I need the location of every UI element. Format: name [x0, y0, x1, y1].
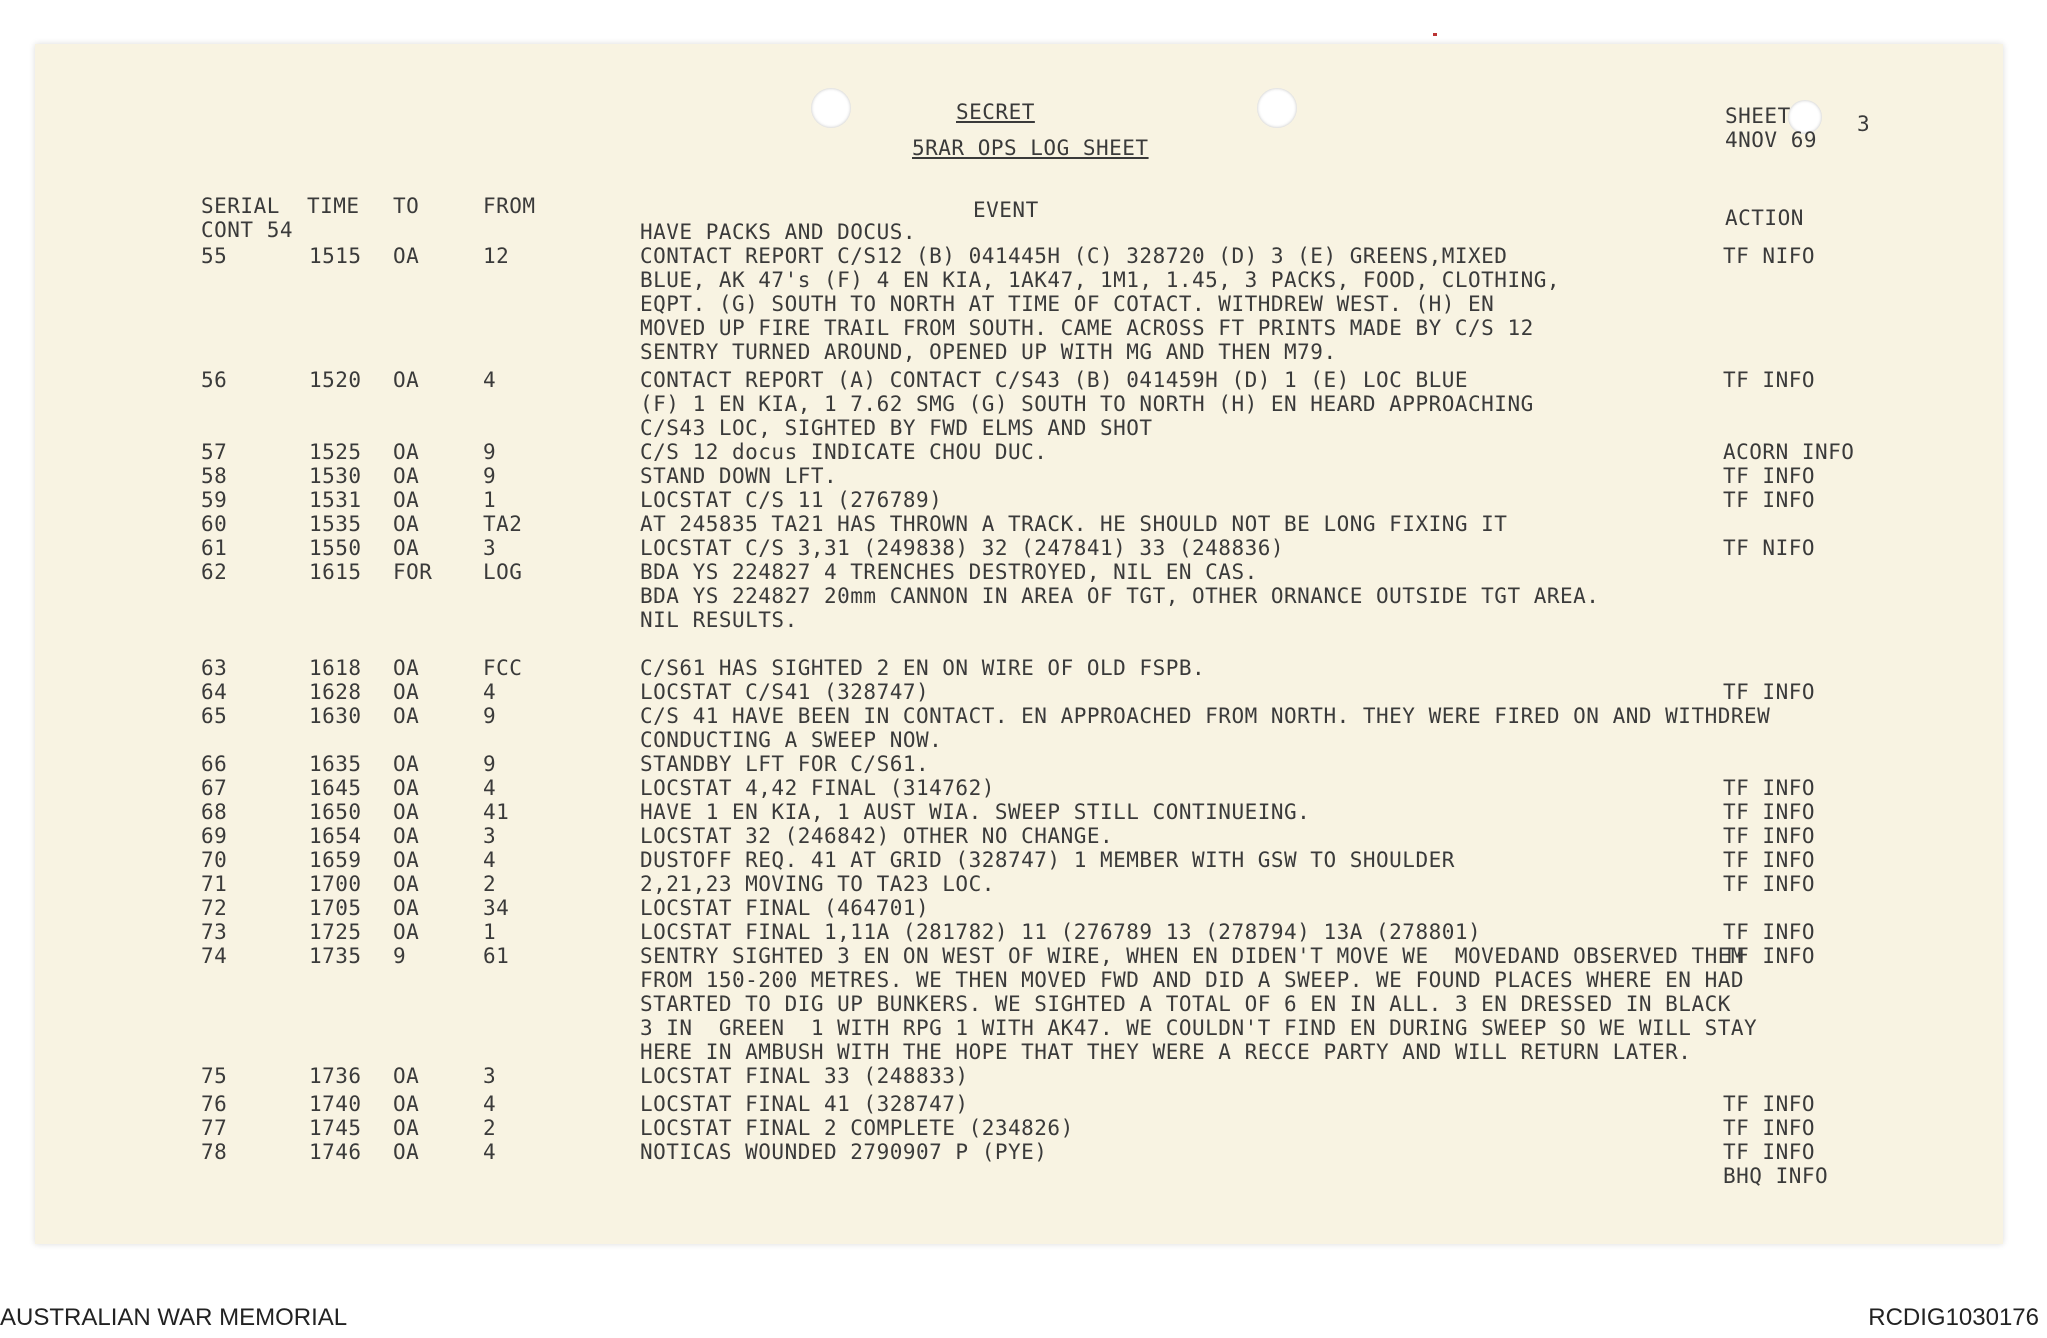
log-event: DUSTOFF REQ. 41 AT GRID (328747) 1 MEMBER WITH GSW TO SHOULDER: [640, 848, 1455, 872]
log-serial: 57: [201, 440, 228, 464]
log-event: NOTICAS WOUNDED 2790907 P (PYE): [640, 1140, 1048, 1164]
column-header-action: ACTION: [1725, 206, 1804, 230]
log-event: C/S43 LOC, SIGHTED BY FWD ELMS AND SHOT: [640, 416, 1153, 440]
log-to: OA: [393, 848, 420, 872]
log-event: BLUE, AK 47's (F) 4 EN KIA, 1AK47, 1M1, 1.45, 3 PACKS, FOOD, CLOTHING,: [640, 268, 1561, 292]
log-time: 1618: [309, 656, 362, 680]
log-event: CONTACT REPORT (A) CONTACT C/S43 (B) 041459H (D) 1 (E) LOC BLUE: [640, 368, 1469, 392]
log-time: 1650: [309, 800, 362, 824]
log-row: [35, 608, 2003, 632]
log-event: HAVE 1 EN KIA, 1 AUST WIA. SWEEP STILL CONTINUEING.: [640, 800, 1311, 824]
log-action: TF INFO: [1723, 800, 1816, 824]
log-time: 1700: [309, 872, 362, 896]
log-event: CONDUCTING A SWEEP NOW.: [640, 728, 943, 752]
log-event: LOCSTAT FINAL 1,11A (281782) 11 (276789 13 (278794) 13A (278801): [640, 920, 1482, 944]
log-from: 3: [483, 824, 497, 848]
log-event: MOVED UP FIRE TRAIL FROM SOUTH. CAME ACROSS FT PRINTS MADE BY C/S 12: [640, 316, 1534, 340]
log-to: OA: [393, 776, 420, 800]
log-action: TF INFO: [1723, 824, 1816, 848]
log-time: 1525: [309, 440, 362, 464]
log-to: OA: [393, 1064, 420, 1088]
log-serial: 73: [201, 920, 228, 944]
log-serial: 64: [201, 680, 228, 704]
log-row: [35, 368, 2003, 392]
log-from: 3: [483, 536, 497, 560]
log-from: 41: [483, 800, 510, 824]
log-to: OA: [393, 536, 420, 560]
log-row: [35, 800, 2003, 824]
column-header-to: TO: [393, 194, 420, 218]
log-serial: 75: [201, 1064, 228, 1088]
log-event: LOCSTAT 4,42 FINAL (314762): [640, 776, 995, 800]
log-time: 1530: [309, 464, 362, 488]
log-event: FROM 150-200 METRES. WE THEN MOVED FWD AND DID A SWEEP. WE FOUND PLACES WHERE EN HAD: [640, 968, 1745, 992]
log-to: OA: [393, 512, 420, 536]
log-event: STAND DOWN LFT.: [640, 464, 838, 488]
log-row: [35, 704, 2003, 728]
log-time: 1705: [309, 896, 362, 920]
column-header-event: EVENT: [973, 198, 1039, 222]
log-action: TF INFO: [1723, 488, 1816, 512]
log-time: 1645: [309, 776, 362, 800]
log-time: 1654: [309, 824, 362, 848]
log-time: 1628: [309, 680, 362, 704]
log-to: OA: [393, 752, 420, 776]
log-to: OA: [393, 680, 420, 704]
log-serial: 76: [201, 1092, 228, 1116]
log-row: [35, 536, 2003, 560]
log-row: [35, 752, 2003, 776]
log-row: [35, 340, 2003, 364]
log-action: TF INFO: [1723, 872, 1816, 896]
log-from: 9: [483, 704, 497, 728]
log-time: 1635: [309, 752, 362, 776]
log-time: 1615: [309, 560, 362, 584]
log-from: 9: [483, 440, 497, 464]
log-row: [35, 268, 2003, 292]
log-from: 12: [483, 244, 510, 268]
log-event: LOCSTAT 32 (246842) OTHER NO CHANGE.: [640, 824, 1114, 848]
log-action: TF INFO: [1723, 944, 1816, 968]
log-to: OA: [393, 1092, 420, 1116]
log-to: OA: [393, 488, 420, 512]
log-time: 1740: [309, 1092, 362, 1116]
log-time: 1746: [309, 1140, 362, 1164]
classification-heading: SECRET: [956, 100, 1035, 124]
column-header-time: TIME: [307, 194, 360, 218]
log-row: [35, 968, 2003, 992]
log-from: 4: [483, 680, 497, 704]
sheet-title: 5RAR OPS LOG SHEET: [912, 136, 1149, 160]
log-serial: 56: [201, 368, 228, 392]
log-row: [35, 896, 2003, 920]
log-row: [35, 872, 2003, 896]
log-time: 1520: [309, 368, 362, 392]
log-time: 1725: [309, 920, 362, 944]
punch-hole-left: [811, 88, 851, 128]
log-serial: 69: [201, 824, 228, 848]
log-row: [35, 292, 2003, 316]
log-serial: 67: [201, 776, 228, 800]
log-action: TF INFO: [1723, 848, 1816, 872]
log-action: TF INFO: [1723, 776, 1816, 800]
footer-source: AUSTRALIAN WAR MEMORIAL: [0, 1304, 348, 1331]
log-action: ACORN INFO: [1723, 440, 1855, 464]
log-to: OA: [393, 896, 420, 920]
log-to: OA: [393, 1140, 420, 1164]
log-event: SENTRY SIGHTED 3 EN ON WEST OF WIRE, WHEN EN DIDEN'T MOVE WE MOVEDAND OBSERVED THEM: [640, 944, 1745, 968]
log-row: [35, 848, 2003, 872]
log-action: TF INFO: [1723, 368, 1816, 392]
log-action: TF NIFO: [1723, 536, 1816, 560]
log-row: [35, 728, 2003, 752]
log-row: [35, 416, 2003, 440]
log-from: 34: [483, 896, 510, 920]
log-to: OA: [393, 1116, 420, 1140]
footer-record-id: RCDIG1030176: [1868, 1304, 2039, 1331]
log-row: [35, 488, 2003, 512]
log-row: [35, 464, 2003, 488]
log-event: LOCSTAT C/S41 (328747): [640, 680, 930, 704]
log-event: EQPT. (G) SOUTH TO NORTH AT TIME OF COTACT. WITHDREW WEST. (H) EN: [640, 292, 1495, 316]
log-to: OA: [393, 872, 420, 896]
log-action: TF INFO: [1723, 920, 1816, 944]
log-serial: 63: [201, 656, 228, 680]
footer: [0, 1296, 2047, 1336]
log-row: [35, 220, 2003, 244]
log-event: HERE IN AMBUSH WITH THE HOPE THAT THEY WERE A RECCE PARTY AND WILL RETURN LATER.: [640, 1040, 1692, 1064]
sheet-number: 3: [1857, 112, 1871, 136]
log-action: TF INFO: [1723, 1092, 1816, 1116]
log-from: 4: [483, 848, 497, 872]
log-serial: 59: [201, 488, 228, 512]
log-from: 1: [483, 488, 497, 512]
log-from: 1: [483, 920, 497, 944]
log-row: [35, 656, 2003, 680]
log-event: AT 245835 TA21 HAS THROWN A TRACK. HE SHOULD NOT BE LONG FIXING IT: [640, 512, 1508, 536]
log-to: OA: [393, 244, 420, 268]
log-row: [35, 584, 2003, 608]
log-row: [35, 1140, 2003, 1164]
log-serial: 66: [201, 752, 228, 776]
log-row: [35, 1092, 2003, 1116]
log-to: FOR: [393, 560, 433, 584]
column-header-serial: SERIAL: [201, 194, 280, 218]
log-event: LOCSTAT FINAL 2 COMPLETE (234826): [640, 1116, 1074, 1140]
log-to: OA: [393, 440, 420, 464]
continuation-label: CONT 54: [201, 218, 294, 242]
log-row: [35, 1116, 2003, 1140]
log-row: [35, 512, 2003, 536]
log-row: [35, 560, 2003, 584]
log-event: BDA YS 224827 4 TRENCHES DESTROYED, NIL EN CAS.: [640, 560, 1258, 584]
log-serial: 72: [201, 896, 228, 920]
log-event: C/S61 HAS SIGHTED 2 EN ON WIRE OF OLD FSPB.: [640, 656, 1206, 680]
log-action: TF INFO: [1723, 1116, 1816, 1140]
log-from: 4: [483, 1092, 497, 1116]
log-serial: 71: [201, 872, 228, 896]
log-to: OA: [393, 704, 420, 728]
log-from: 4: [483, 368, 497, 392]
sheet-label: SHEET: [1725, 104, 1791, 128]
log-row: [35, 992, 2003, 1016]
log-serial: 58: [201, 464, 228, 488]
log-time: 1515: [309, 244, 362, 268]
log-event: C/S 12 docus INDICATE CHOU DUC.: [640, 440, 1048, 464]
log-from: TA2: [483, 512, 523, 536]
log-action: BHQ INFO: [1723, 1164, 1829, 1188]
log-event: STARTED TO DIG UP BUNKERS. WE SIGHTED A TOTAL OF 6 EN IN ALL. 3 EN DRESSED IN BLACK: [640, 992, 1731, 1016]
log-event: LOCSTAT FINAL 33 (248833): [640, 1064, 969, 1088]
log-serial: 55: [201, 244, 228, 268]
log-row: [35, 316, 2003, 340]
log-serial: 68: [201, 800, 228, 824]
log-to: 9: [393, 944, 407, 968]
log-row: [35, 944, 2003, 968]
log-action: TF INFO: [1723, 680, 1816, 704]
log-event: LOCSTAT FINAL 41 (328747): [640, 1092, 969, 1116]
log-from: 2: [483, 872, 497, 896]
punch-hole-right: [1257, 88, 1297, 128]
log-serial: 61: [201, 536, 228, 560]
log-serial: 74: [201, 944, 228, 968]
log-event: BDA YS 224827 20mm CANNON IN AREA OF TGT, OTHER ORNANCE OUTSIDE TGT AREA.: [640, 584, 1600, 608]
log-action: TF INFO: [1723, 1140, 1816, 1164]
log-event: SENTRY TURNED AROUND, OPENED UP WITH MG AND THEN M79.: [640, 340, 1337, 364]
log-serial: 65: [201, 704, 228, 728]
log-time: 1630: [309, 704, 362, 728]
log-time: 1531: [309, 488, 362, 512]
log-event: C/S 41 HAVE BEEN IN CONTACT. EN APPROACHED FROM NORTH. THEY WERE FIRED ON AND WITHDREW: [640, 704, 1771, 728]
log-serial: 70: [201, 848, 228, 872]
paper-mark: [1433, 33, 1437, 36]
log-row: [35, 920, 2003, 944]
log-from: FCC: [483, 656, 523, 680]
log-time: 1659: [309, 848, 362, 872]
log-event: 2,21,23 MOVING TO TA23 LOC.: [640, 872, 995, 896]
sheet-date: 4NOV 69: [1725, 128, 1818, 152]
log-from: 61: [483, 944, 510, 968]
log-row: [35, 392, 2003, 416]
log-event: CONTACT REPORT C/S12 (B) 041445H (C) 328720 (D) 3 (E) GREENS,MIXED: [640, 244, 1508, 268]
log-row: [35, 1164, 2003, 1188]
log-time: 1745: [309, 1116, 362, 1140]
log-serial: 62: [201, 560, 228, 584]
log-event: 3 IN GREEN 1 WITH RPG 1 WITH AK47. WE COULDN'T FIND EN DURING SWEEP SO WE WILL STAY: [640, 1016, 1758, 1040]
log-sheet-paper: [35, 44, 2003, 1244]
log-row: [35, 244, 2003, 268]
log-serial: 60: [201, 512, 228, 536]
log-time: 1736: [309, 1064, 362, 1088]
log-action: TF NIFO: [1723, 244, 1816, 268]
log-event: LOCSTAT C/S 3,31 (249838) 32 (247841) 33 (248836): [640, 536, 1285, 560]
log-row: [35, 1040, 2003, 1064]
log-action: TF INFO: [1723, 464, 1816, 488]
log-event: STANDBY LFT FOR C/S61.: [640, 752, 930, 776]
log-row: [35, 1016, 2003, 1040]
log-time: 1550: [309, 536, 362, 560]
log-from: 4: [483, 776, 497, 800]
log-event: LOCSTAT C/S 11 (276789): [640, 488, 943, 512]
log-to: OA: [393, 656, 420, 680]
log-from: 9: [483, 464, 497, 488]
log-row: [35, 680, 2003, 704]
log-to: OA: [393, 368, 420, 392]
log-event: LOCSTAT FINAL (464701): [640, 896, 930, 920]
log-serial: 78: [201, 1140, 228, 1164]
log-event: (F) 1 EN KIA, 1 7.62 SMG (G) SOUTH TO NORTH (H) EN HEARD APPROACHING: [640, 392, 1534, 416]
log-row: [35, 1064, 2003, 1088]
log-from: 4: [483, 1140, 497, 1164]
log-from: 2: [483, 1116, 497, 1140]
log-to: OA: [393, 464, 420, 488]
log-time: 1735: [309, 944, 362, 968]
log-serial: 77: [201, 1116, 228, 1140]
log-to: OA: [393, 800, 420, 824]
log-row: [35, 440, 2003, 464]
log-from: LOG: [483, 560, 523, 584]
log-to: OA: [393, 824, 420, 848]
log-event: NIL RESULTS.: [640, 608, 798, 632]
log-time: 1535: [309, 512, 362, 536]
log-event: HAVE PACKS AND DOCUS.: [640, 220, 917, 244]
log-row: [35, 824, 2003, 848]
log-row: [35, 776, 2003, 800]
log-from: 3: [483, 1064, 497, 1088]
log-to: OA: [393, 920, 420, 944]
log-from: 9: [483, 752, 497, 776]
column-header-from: FROM: [483, 194, 536, 218]
